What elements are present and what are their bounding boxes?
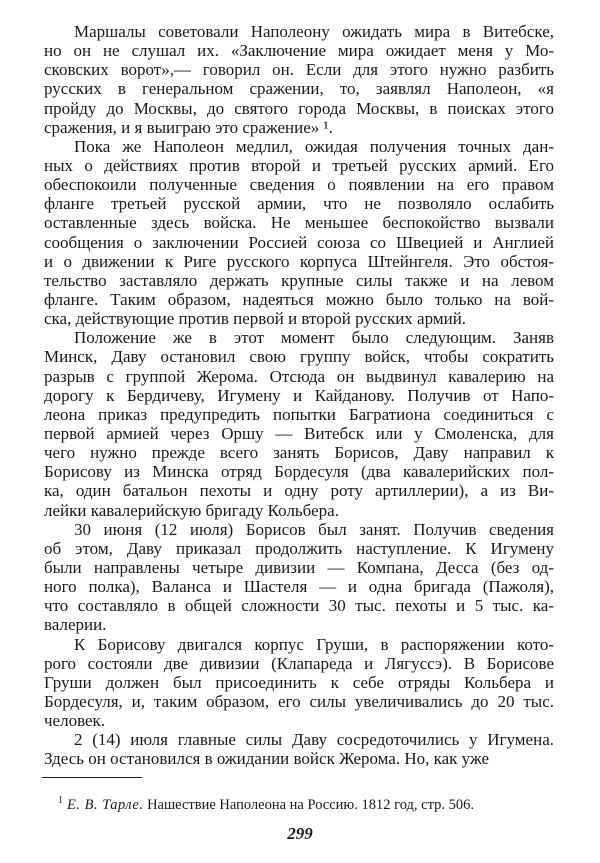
text-line: Маршалы советовали Наполеону ожидать мира в Витебске,: [74, 22, 554, 41]
text-line: обеспокоили полученные сведения о появлении на его правом: [44, 175, 554, 195]
paragraph: [44, 22, 554, 137]
paragraph: [44, 635, 554, 731]
footnote-marker: 1: [58, 795, 63, 806]
text-line: разрыв с группой Жерома. Отсюда он выдвинул кавалерию на: [44, 366, 554, 386]
paragraph: [44, 137, 554, 328]
text-line: сообщения о заключении Россией союза со Швецией и Англией: [44, 232, 554, 252]
text-line: что составляло в общей сложности 30 тыс. пехоты и 5 тыс. ка-: [44, 596, 554, 616]
text-line: ка, один батальон пехоты и одну роту артиллерии), а из Ви-: [44, 481, 554, 501]
text-line: и о движении к Риге русского корпуса Штейнгеля. Это обстоя-: [44, 251, 554, 271]
text-line: Здесь он остановился в ожидании войск Жерома. Но, как уже: [44, 749, 490, 769]
footnote-text: Нашествие Наполеона на Россию. 1812 год, стр. 506.: [147, 796, 475, 813]
text-line: фланге третьей русской армии, что не позволяло ослабить: [44, 194, 554, 214]
text-line: тельство заставляло держать крупные силы также и на левом: [44, 270, 554, 290]
text-line: были направлены четыре дивизии — Компана, Десса (без од-: [44, 557, 554, 577]
text-line: сражения, и я выиграю это сражение» ¹.: [44, 117, 333, 137]
body-text: [44, 22, 554, 768]
text-line: ного полка), Валанса и Шастеля — и одна бригада (Пажоля),: [44, 577, 554, 597]
text-line: 30 июня (12 июля) Борисов был занят. Получив сведения: [74, 519, 554, 539]
paragraph: [44, 328, 554, 519]
text-line: оставленные здесь войска. Не меньшее беспокойство вызвали: [44, 213, 554, 233]
text-line: Минск, Даву остановил свою группу войск, чтобы сократить: [44, 347, 554, 367]
paragraph: [44, 520, 554, 635]
page-number: 299: [287, 824, 313, 843]
text-line: 2 (14) июля главные силы Даву сосредоточились у Игумена.: [74, 730, 554, 750]
text-line: чего нужно прежде всего занять Борисов, Даву направил к: [44, 443, 554, 463]
text-line: Бордесуля, и, таким образом, его силы увеличивались до 20 тыс.: [44, 691, 554, 711]
text-line: но он не слушал их. «Заключение мира ожидает меня у Мо-: [44, 41, 554, 61]
text-line: К Борисову двигался корпус Груши, в распоряжении кото-: [74, 634, 554, 654]
text-line: ска, действующие против первой и второй русских армий.: [44, 309, 467, 329]
text-line: лейки кавалерийскую бригаду Кольбера.: [44, 500, 339, 520]
text-line: Пока же Наполеон медлил, ожидая получения точных дан-: [74, 136, 554, 156]
text-line: об этом, Даву приказал продолжить наступление. К Игумену: [44, 538, 554, 558]
text-line: Груши должен был присоединить к себе отряды Кольбера и: [44, 672, 554, 692]
text-line: сковских ворот»,— говорил он. Если для этого нужно разбить: [44, 60, 554, 80]
text-line: ных о действиях против второй и третьей русских армий. Его: [44, 155, 554, 175]
footnote-divider: [42, 777, 142, 778]
text-line: леона приказ предупредить попытки Багратиона соединиться с: [44, 404, 554, 424]
footnote: [58, 792, 558, 814]
text-line: первой армией через Оршу — Витебск или у Смоленска, для: [44, 423, 554, 443]
text-line: рого состояли две дивизии (Клапареда и Лягуссэ). В Борисове: [44, 653, 554, 673]
paragraph: [44, 730, 554, 768]
text-line: русских в генеральном сражении, то, заявлял Наполеон, «я: [44, 79, 554, 99]
text-line: дорогу к Бердичеву, Игумену и Кайданову. Получив от Напо-: [44, 385, 554, 405]
text-line: валерии.: [44, 615, 107, 635]
text-line: пройду до Москвы, до святого города Москвы, в поисках этого: [44, 98, 554, 118]
footnote-author: Е. В. Тарле.: [67, 796, 144, 813]
text-line: человек.: [44, 711, 106, 731]
text-line: фланге. Таким образом, надеяться можно было только на вой-: [44, 289, 554, 309]
text-line: Борисову из Минска отряд Бордесуля (два кавалерийских пол-: [44, 462, 554, 482]
text-line: Положение же в этот момент было следующим. Заняв: [74, 328, 554, 348]
